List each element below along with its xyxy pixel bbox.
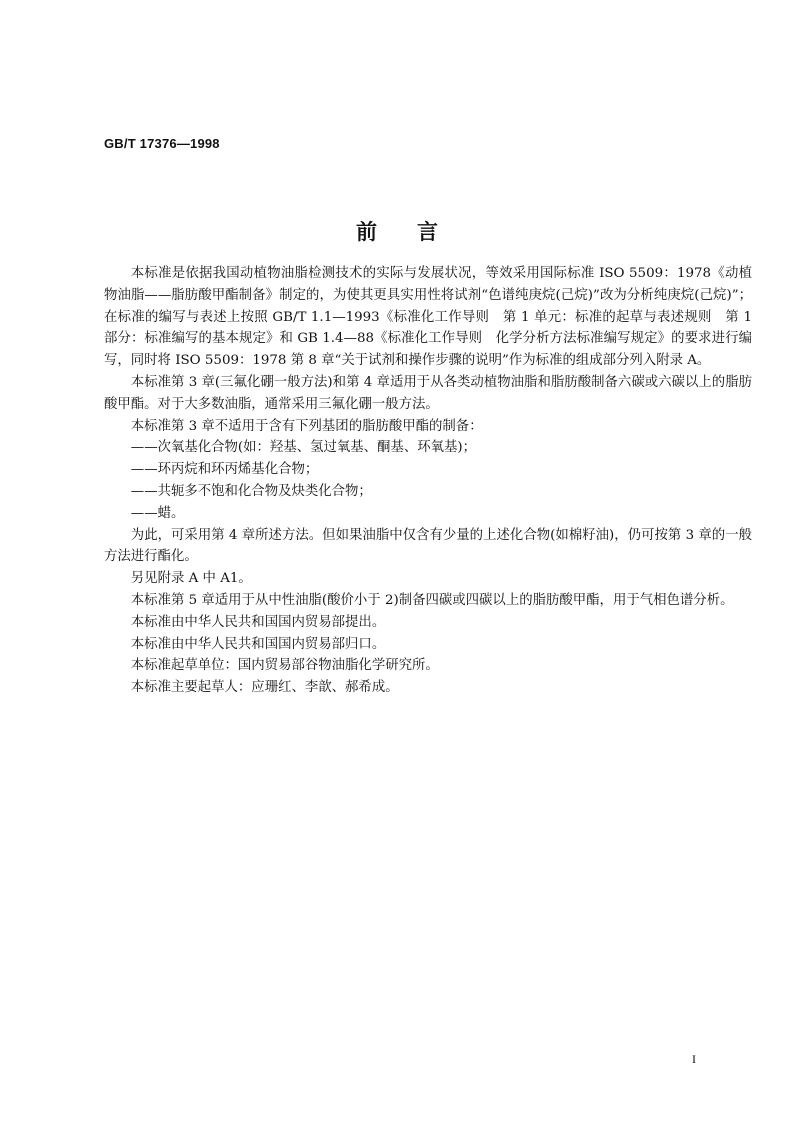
paragraph-proposed-by: 本标准由中华人民共和国国内贸易部提出。	[130, 614, 386, 630]
list-item: ——环丙烷和环丙烯基化合物；	[130, 462, 319, 478]
paragraph-chapter-5: 本标准第 5 章适用于从中性油脂(酸价小于 2)制备四碳或四碳以上的脂肪酸甲酯，用于气相色谱分析。	[130, 592, 734, 608]
list-item: ——蜡。	[130, 505, 185, 521]
paragraph-see-annex: 另见附录 A 中 A1。	[130, 571, 252, 587]
paragraph-chapter-3-4: 本标准第 3 章(三氟化硼一般方法)和第 4 章适用于从各类动植物油脂和脂肪酸制备六碳或六碳以上的脂肪酸甲酯。对于大多数油脂，通常采用三氟化硼一般方法。	[104, 374, 752, 412]
paragraph-scope: 本标准是依据我国动植物油脂检测技术的实际与发展状况，等效采用国际标准 ISO 5509：1978《动植物油脂——脂肪酸甲酯制备》制定的，为使其更具实用性将试剂“色谱纯庚烷(己烷)”改为分析纯庚烷(己烷)”；在标准的编写与表述上按照 GB/T 1.1—1993《标准化工作导则 第 1 单元：标准的起草与表述规则 第 1 部分：标准编写的基本规定》和 GB 1.4—88《标准化工作导则 化学分析方法标准编写规定》的要求进行编写，同时将 ISO 5509：1978 第 8 章“关于试剂和操作步骤的说明”作为标准的组成部分列入附录 A。	[104, 266, 752, 369]
list-item: ——次氧基化合物(如：羟基、氢过氧基、酮基、环氧基)；	[130, 440, 477, 456]
paragraph-managed-by: 本标准由中华人民共和国国内贸易部归口。	[130, 636, 386, 652]
foreword-body	[104, 263, 752, 699]
page-title: 前言	[356, 220, 478, 244]
page-number: I	[692, 1052, 696, 1066]
list-item: ——共轭多不饱和化合物及炔类化合物；	[130, 483, 372, 499]
paragraph-drafters: 本标准主要起草人：应珊红、李歆、郝希成。	[130, 680, 399, 696]
paragraph-alternative-method: 为此，可采用第 4 章所述方法。但如果油脂中仅含有少量的上述化合物(如棉籽油)，仍可按第 3 章的一般方法进行酯化。	[104, 527, 752, 565]
paragraph-exclusions: 本标准第 3 章不适用于含有下列基团的脂肪酸甲酯的制备：	[130, 418, 483, 434]
paragraph-drafting-unit: 本标准起草单位：国内贸易部谷物油脂化学研究所。	[130, 658, 439, 674]
standard-code: GB/T 17376—1998	[104, 136, 220, 151]
